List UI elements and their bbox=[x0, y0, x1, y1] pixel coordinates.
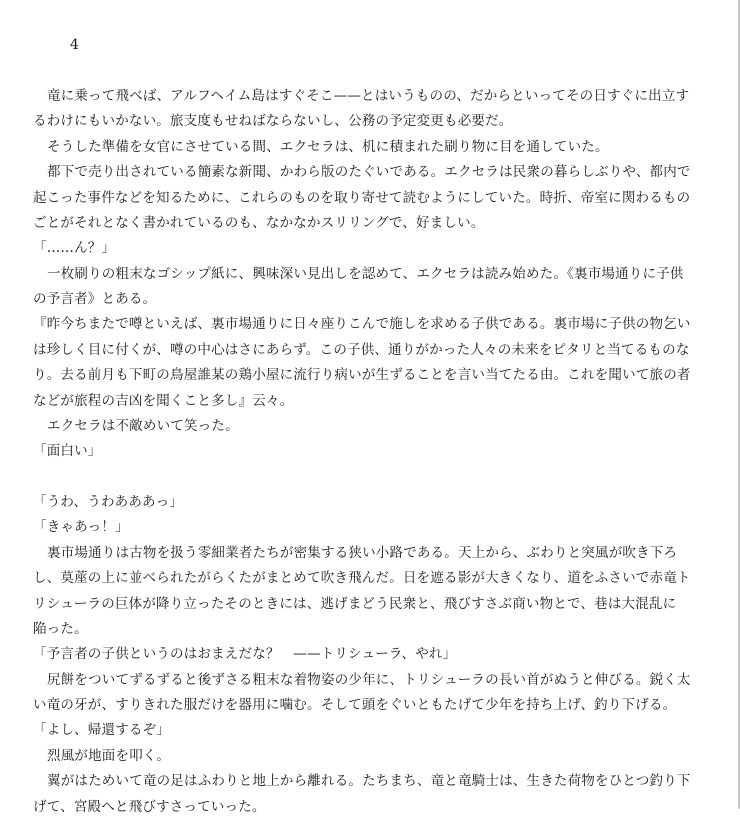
text-line: り。去る前月も下町の鳥屋誰某の鶏小屋に流行り病いが生ずることを言い当てたる由。これを聞いて旅の者 bbox=[33, 367, 691, 384]
text-line: 「よし、帰還するぞ」 bbox=[33, 722, 170, 739]
text-line: 尻餅をついてずるずると後ずさる粗末な着物姿の少年に、トリシューラの長い首がぬうと伸びる。鋭く太 bbox=[47, 671, 691, 688]
text-line: 「面白い」 bbox=[33, 443, 102, 460]
text-line: 「きゃあっ！」 bbox=[33, 519, 129, 536]
text-line: い竜の牙が、すりきれた服だけを器用に噛む。そして頭をぐいともたげて少年を持ち上げ、釣り下げる。 bbox=[33, 697, 677, 713]
text-line: 陥った。 bbox=[33, 620, 88, 637]
page-number: 4 bbox=[70, 37, 79, 53]
text-line: ごとがそれとなく書かれているのも、なかなかスリリングで、好ましい。 bbox=[33, 214, 485, 231]
text-line: は珍しく目に付くが、噂の中心はさにあらず。この子供、通りがかった人々の未来をピタリと当てるものな bbox=[33, 341, 690, 358]
text-line: リシューラの巨体が降り立ったそのときには、逃げまどう民衆と、飛びすさぶ商い物とで、巷は大混乱に bbox=[33, 595, 677, 612]
text-line: 一枚刷りの粗末なゴシップ紙に、興味深い見出しを認めて、エクセラは読み始めた。《裏市場通りに子供 bbox=[47, 265, 684, 282]
text-line: 「……ん？」 bbox=[33, 240, 116, 257]
text-line: の予言者》とある。 bbox=[33, 291, 157, 307]
text-line: 都下で売り出されている簡素な新聞、かわら版のたぐいである。エクセラは民衆の暮らしぶりや、都内で bbox=[47, 164, 691, 181]
text-line: エクセラは不敵めいて笑った。 bbox=[47, 417, 239, 434]
text-line: などが旅程の吉凶を聞くこと多し』云々。 bbox=[33, 392, 294, 409]
text-line: 「うわ、うわあああっ」 bbox=[33, 494, 184, 510]
text-line: 烈風が地面を叩く。 bbox=[47, 747, 171, 764]
text-line: げて、宮殿へと飛びすさっていった。 bbox=[33, 798, 266, 815]
text-line: 翼がはためいて竜の足はふわりと地上から離れる。たちまち、竜と竜騎士は、生きた荷物をひとつ釣り下 bbox=[47, 773, 691, 790]
text-line: 裏市場通りは古物を扱う零細業者たちが密集する狭い小路である。天上から、ぶわりと突風が吹き下ろ bbox=[47, 544, 678, 561]
text-line: 『昨今ちまたで噂といえば、裏市場通りに日々座りこんで施しを求める子供である。裏市場に子供の物乞い bbox=[33, 316, 691, 333]
text-line: し、莫蓙の上に並べられたがらくたがまとめて吹き飛んだ。日を遮る影が大きくなり、道をふさいで赤竜ト bbox=[33, 570, 691, 587]
text-line: 「予言者の子供というのはおまえだな？ ——トリシューラ、やれ」 bbox=[33, 646, 457, 663]
text-line: 起こった事件などを知るために、これらのものを取り寄せて読むようにしていた。時折、帝室に関わるもの bbox=[33, 189, 691, 206]
blank-line bbox=[33, 465, 713, 490]
text-line: るわけにもいかない。旅支度もせねばならないし、公務の予定変更も必要だ。 bbox=[33, 113, 513, 130]
text-line: そうした準備を女官にさせている間、エクセラは、机に積まれた刷り物に目を通していた。 bbox=[47, 138, 609, 155]
text-line: 竜に乗って飛べば、アルフヘイム島はすぐそこ——とはいうものの、だからといってその日すぐに出立す bbox=[47, 88, 690, 104]
body-text bbox=[33, 84, 713, 820]
